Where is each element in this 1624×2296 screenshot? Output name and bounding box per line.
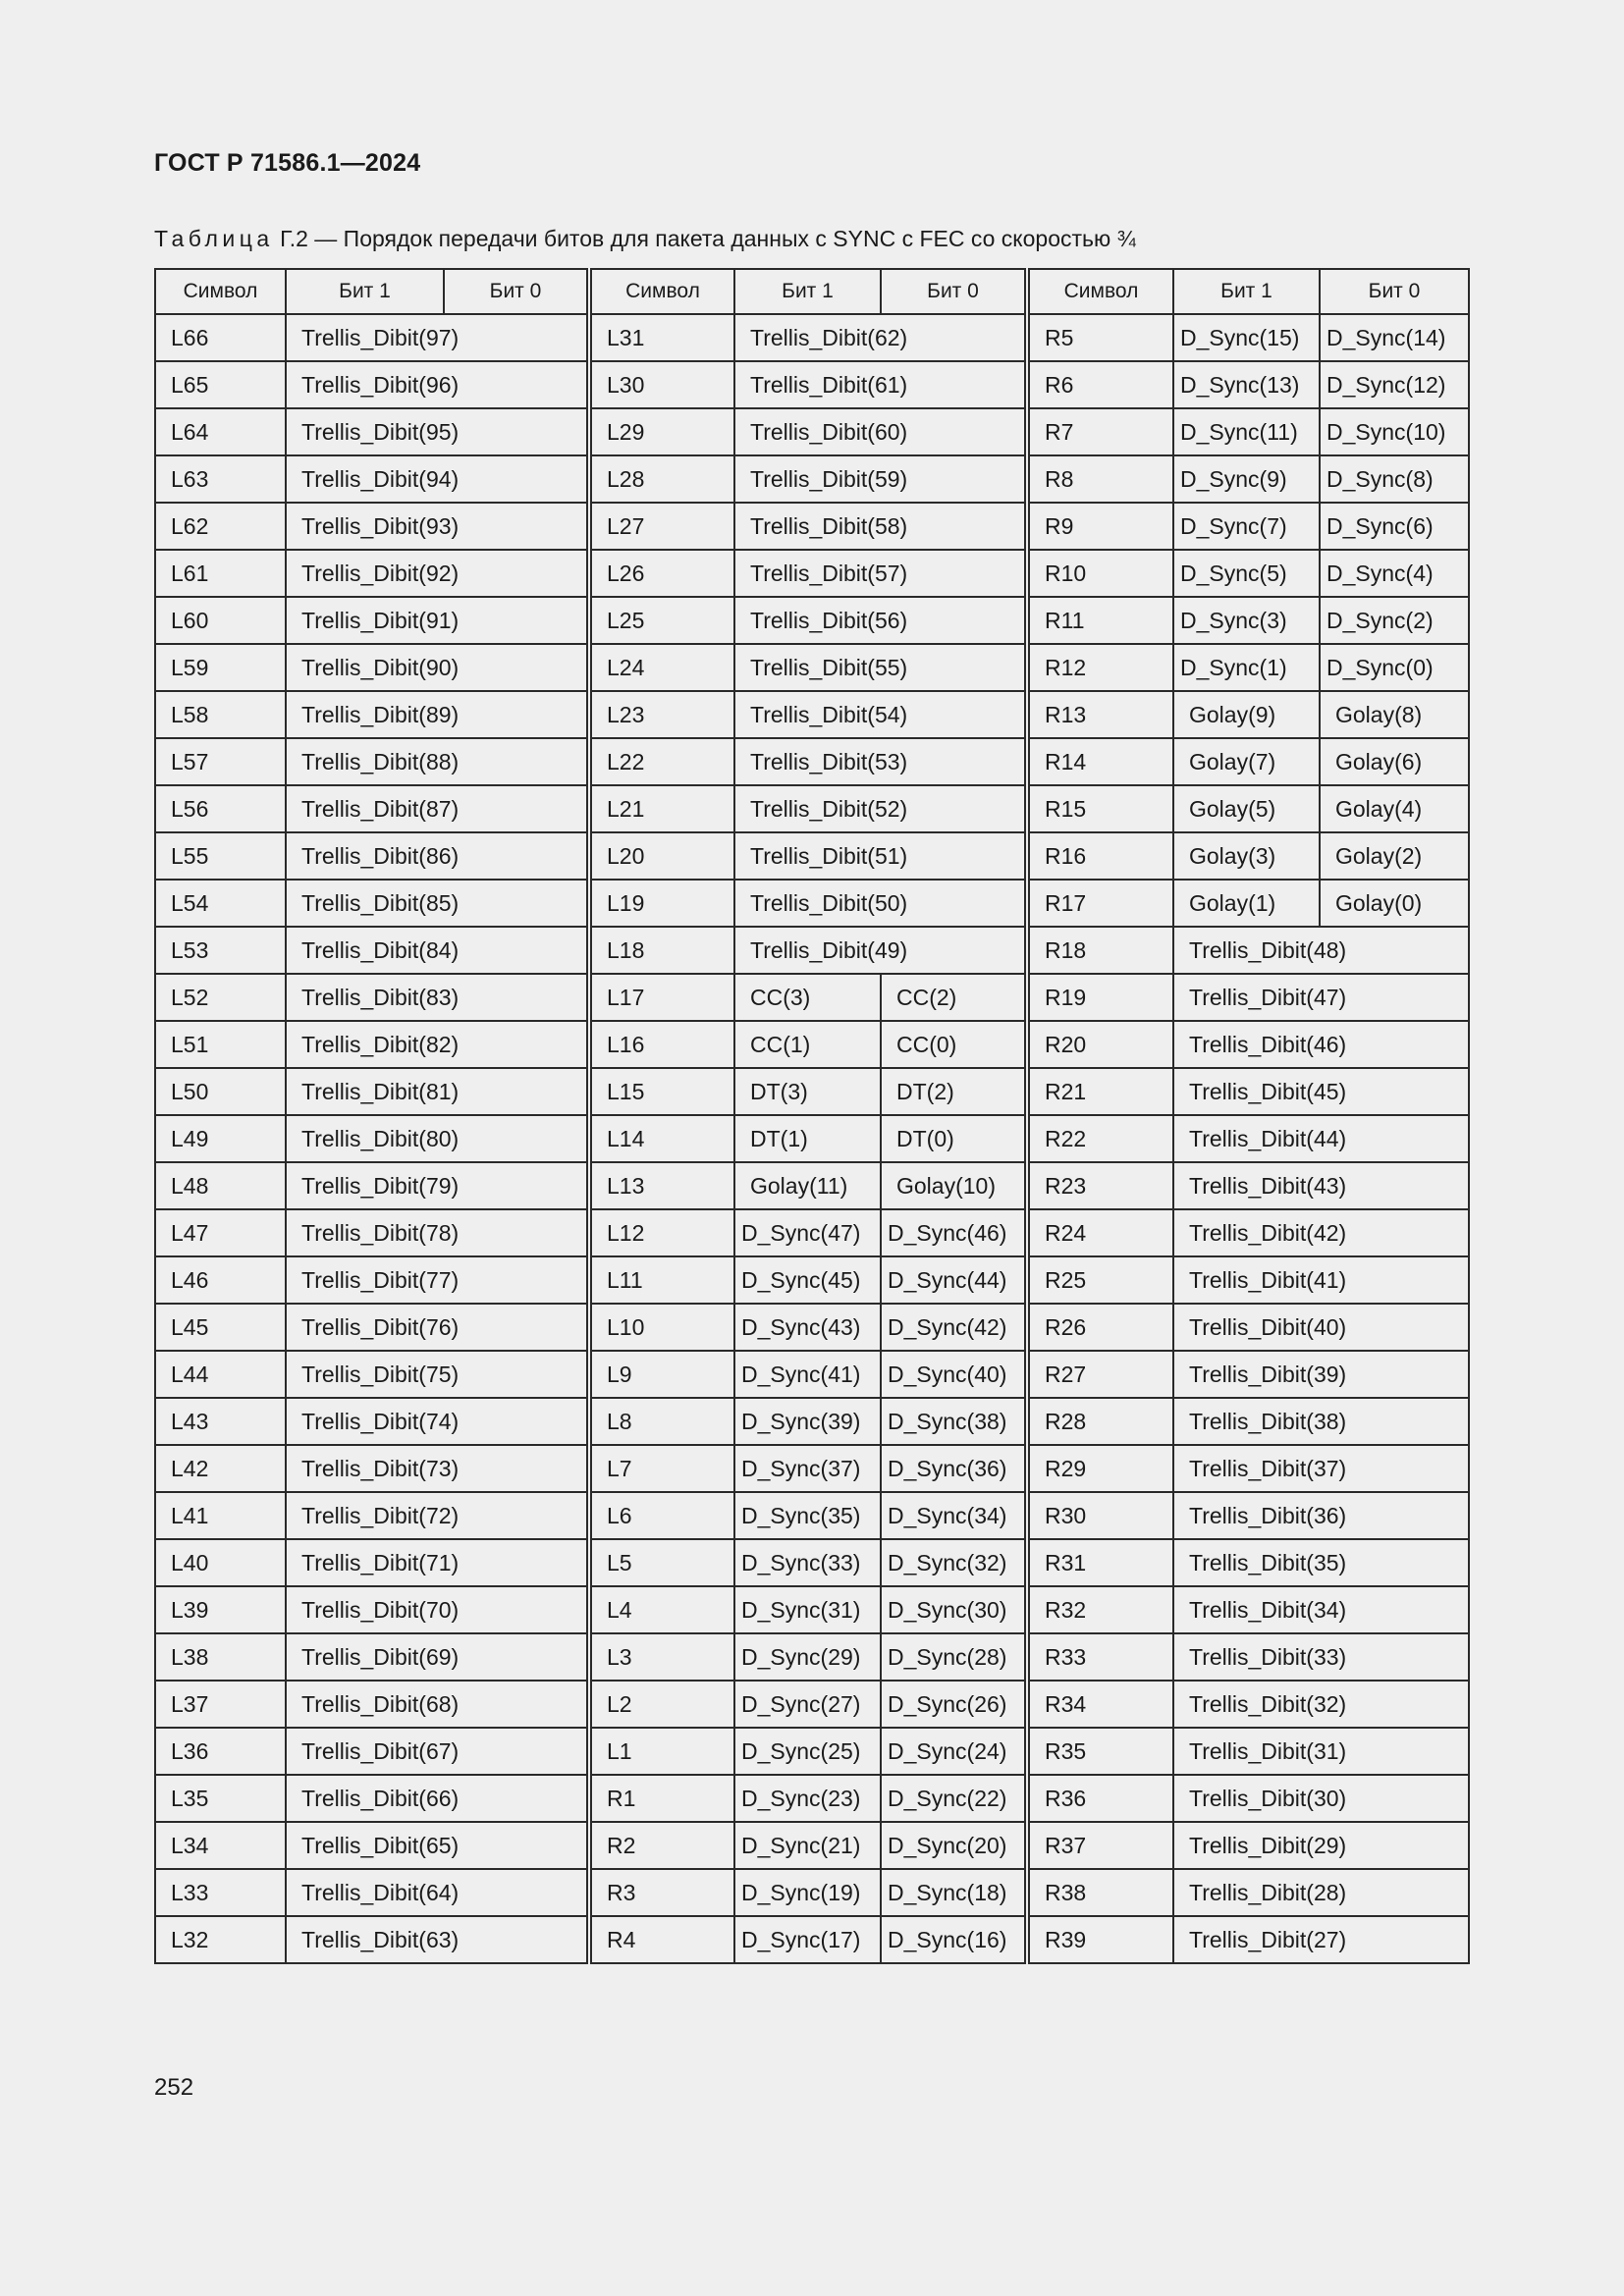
symbol-cell: L44 bbox=[155, 1351, 286, 1398]
table-row bbox=[155, 597, 1469, 644]
symbol-cell: L3 bbox=[589, 1633, 734, 1681]
table-row bbox=[155, 503, 1469, 550]
bit-cell: D_Sync(37) bbox=[734, 1445, 881, 1492]
symbol-cell: L66 bbox=[155, 314, 286, 361]
bit-cell: Trellis_Dibit(63) bbox=[286, 1916, 589, 1963]
table-row bbox=[155, 314, 1469, 361]
bit-cell: Trellis_Dibit(46) bbox=[1173, 1021, 1469, 1068]
symbol-cell: L22 bbox=[589, 738, 734, 785]
bit-cell: D_Sync(30) bbox=[881, 1586, 1027, 1633]
symbol-cell: L49 bbox=[155, 1115, 286, 1162]
table-row bbox=[155, 1256, 1469, 1304]
symbol-cell: R20 bbox=[1027, 1021, 1173, 1068]
table-row bbox=[155, 1728, 1469, 1775]
bit-cell: D_Sync(40) bbox=[881, 1351, 1027, 1398]
symbol-cell: L30 bbox=[589, 361, 734, 408]
symbol-cell: L60 bbox=[155, 597, 286, 644]
bit-cell: Trellis_Dibit(79) bbox=[286, 1162, 589, 1209]
bit-cell: Trellis_Dibit(49) bbox=[734, 927, 1027, 974]
column-header: Бит 0 bbox=[444, 269, 589, 314]
symbol-cell: R6 bbox=[1027, 361, 1173, 408]
table-row bbox=[155, 1822, 1469, 1869]
bit-cell: Trellis_Dibit(51) bbox=[734, 832, 1027, 880]
table-row bbox=[155, 1068, 1469, 1115]
bit-cell: Trellis_Dibit(87) bbox=[286, 785, 589, 832]
symbol-cell: L2 bbox=[589, 1681, 734, 1728]
symbol-cell: L54 bbox=[155, 880, 286, 927]
bit-cell: DT(1) bbox=[734, 1115, 881, 1162]
bit-cell: Trellis_Dibit(33) bbox=[1173, 1633, 1469, 1681]
bit-cell: D_Sync(21) bbox=[734, 1822, 881, 1869]
symbol-cell: R1 bbox=[589, 1775, 734, 1822]
symbol-cell: L58 bbox=[155, 691, 286, 738]
bit-cell: Trellis_Dibit(32) bbox=[1173, 1681, 1469, 1728]
bit-cell: D_Sync(31) bbox=[734, 1586, 881, 1633]
symbol-cell: L10 bbox=[589, 1304, 734, 1351]
bit-cell: Trellis_Dibit(40) bbox=[1173, 1304, 1469, 1351]
table-caption bbox=[154, 226, 1136, 252]
bit-cell: Trellis_Dibit(85) bbox=[286, 880, 589, 927]
bit-cell: Trellis_Dibit(74) bbox=[286, 1398, 589, 1445]
bit-cell: Trellis_Dibit(50) bbox=[734, 880, 1027, 927]
bit-cell: Trellis_Dibit(29) bbox=[1173, 1822, 1469, 1869]
bit-cell: D_Sync(19) bbox=[734, 1869, 881, 1916]
symbol-cell: L5 bbox=[589, 1539, 734, 1586]
table-row bbox=[155, 832, 1469, 880]
bit-cell: Trellis_Dibit(89) bbox=[286, 691, 589, 738]
bit-cell: Golay(0) bbox=[1320, 880, 1469, 927]
bit-cell: Trellis_Dibit(77) bbox=[286, 1256, 589, 1304]
table-row bbox=[155, 738, 1469, 785]
bit-cell: Trellis_Dibit(86) bbox=[286, 832, 589, 880]
bit-cell: Trellis_Dibit(30) bbox=[1173, 1775, 1469, 1822]
table-row bbox=[155, 1209, 1469, 1256]
symbol-cell: R21 bbox=[1027, 1068, 1173, 1115]
symbol-cell: L56 bbox=[155, 785, 286, 832]
symbol-cell: R23 bbox=[1027, 1162, 1173, 1209]
bit-cell: Trellis_Dibit(55) bbox=[734, 644, 1027, 691]
symbol-cell: R36 bbox=[1027, 1775, 1173, 1822]
symbol-cell: L36 bbox=[155, 1728, 286, 1775]
bit-cell: Trellis_Dibit(56) bbox=[734, 597, 1027, 644]
table-row bbox=[155, 1445, 1469, 1492]
table-row bbox=[155, 550, 1469, 597]
symbol-cell: L1 bbox=[589, 1728, 734, 1775]
symbol-cell: L47 bbox=[155, 1209, 286, 1256]
symbol-cell: L16 bbox=[589, 1021, 734, 1068]
symbol-cell: L35 bbox=[155, 1775, 286, 1822]
symbol-cell: L46 bbox=[155, 1256, 286, 1304]
bit-cell: Trellis_Dibit(81) bbox=[286, 1068, 589, 1115]
symbol-cell: R5 bbox=[1027, 314, 1173, 361]
symbol-cell: L31 bbox=[589, 314, 734, 361]
table-row bbox=[155, 1586, 1469, 1633]
symbol-cell: L59 bbox=[155, 644, 286, 691]
bit-cell: D_Sync(25) bbox=[734, 1728, 881, 1775]
bit-cell: Trellis_Dibit(28) bbox=[1173, 1869, 1469, 1916]
table-row bbox=[155, 1539, 1469, 1586]
bit-cell: Trellis_Dibit(47) bbox=[1173, 974, 1469, 1021]
symbol-cell: R27 bbox=[1027, 1351, 1173, 1398]
symbol-cell: R7 bbox=[1027, 408, 1173, 455]
symbol-cell: L33 bbox=[155, 1869, 286, 1916]
bit-cell: Golay(5) bbox=[1173, 785, 1320, 832]
bit-cell: Golay(2) bbox=[1320, 832, 1469, 880]
bit-cell: D_Sync(4) bbox=[1320, 550, 1469, 597]
symbol-cell: R31 bbox=[1027, 1539, 1173, 1586]
bit-cell: Trellis_Dibit(36) bbox=[1173, 1492, 1469, 1539]
bit-cell: DT(3) bbox=[734, 1068, 881, 1115]
bit-cell: Trellis_Dibit(80) bbox=[286, 1115, 589, 1162]
bit-cell: D_Sync(16) bbox=[881, 1916, 1027, 1963]
symbol-cell: L9 bbox=[589, 1351, 734, 1398]
bit-cell: Golay(6) bbox=[1320, 738, 1469, 785]
table-body bbox=[155, 314, 1469, 1963]
bit-cell: Trellis_Dibit(88) bbox=[286, 738, 589, 785]
column-header: Бит 0 bbox=[1320, 269, 1469, 314]
bit-cell: Trellis_Dibit(43) bbox=[1173, 1162, 1469, 1209]
bit-cell: Trellis_Dibit(96) bbox=[286, 361, 589, 408]
bit-cell: Trellis_Dibit(94) bbox=[286, 455, 589, 503]
table-row bbox=[155, 880, 1469, 927]
symbol-cell: L42 bbox=[155, 1445, 286, 1492]
bit-cell: D_Sync(42) bbox=[881, 1304, 1027, 1351]
bit-cell: Trellis_Dibit(65) bbox=[286, 1822, 589, 1869]
bit-cell: Trellis_Dibit(44) bbox=[1173, 1115, 1469, 1162]
table-row bbox=[155, 1398, 1469, 1445]
symbol-cell: R17 bbox=[1027, 880, 1173, 927]
bit-cell: Golay(7) bbox=[1173, 738, 1320, 785]
symbol-cell: L17 bbox=[589, 974, 734, 1021]
symbol-cell: L45 bbox=[155, 1304, 286, 1351]
symbol-cell: R32 bbox=[1027, 1586, 1173, 1633]
symbol-cell: L4 bbox=[589, 1586, 734, 1633]
bit-cell: D_Sync(10) bbox=[1320, 408, 1469, 455]
symbol-cell: L13 bbox=[589, 1162, 734, 1209]
table-row bbox=[155, 1351, 1469, 1398]
bit-order-table bbox=[154, 268, 1470, 1964]
bit-cell: D_Sync(33) bbox=[734, 1539, 881, 1586]
bit-cell: D_Sync(3) bbox=[1173, 597, 1320, 644]
table-row bbox=[155, 1162, 1469, 1209]
symbol-cell: L55 bbox=[155, 832, 286, 880]
bit-cell: Trellis_Dibit(75) bbox=[286, 1351, 589, 1398]
symbol-cell: R16 bbox=[1027, 832, 1173, 880]
symbol-cell: R8 bbox=[1027, 455, 1173, 503]
symbol-cell: L52 bbox=[155, 974, 286, 1021]
table-row bbox=[155, 1304, 1469, 1351]
symbol-cell: L40 bbox=[155, 1539, 286, 1586]
bit-cell: Trellis_Dibit(82) bbox=[286, 1021, 589, 1068]
bit-cell: D_Sync(9) bbox=[1173, 455, 1320, 503]
symbol-cell: R33 bbox=[1027, 1633, 1173, 1681]
bit-cell: Trellis_Dibit(35) bbox=[1173, 1539, 1469, 1586]
column-header: Бит 1 bbox=[734, 269, 881, 314]
bit-cell: D_Sync(27) bbox=[734, 1681, 881, 1728]
bit-cell: D_Sync(15) bbox=[1173, 314, 1320, 361]
symbol-cell: L28 bbox=[589, 455, 734, 503]
symbol-cell: R28 bbox=[1027, 1398, 1173, 1445]
symbol-cell: L18 bbox=[589, 927, 734, 974]
bit-cell: Trellis_Dibit(37) bbox=[1173, 1445, 1469, 1492]
column-header: Бит 1 bbox=[286, 269, 444, 314]
bit-cell: Trellis_Dibit(68) bbox=[286, 1681, 589, 1728]
bit-cell: Trellis_Dibit(48) bbox=[1173, 927, 1469, 974]
bit-cell: Trellis_Dibit(95) bbox=[286, 408, 589, 455]
symbol-cell: R13 bbox=[1027, 691, 1173, 738]
table-caption-text: Г.2 — Порядок передачи битов для пакета данных с SYNC с FEC со скоростью ¾ bbox=[273, 226, 1136, 251]
symbol-cell: R3 bbox=[589, 1869, 734, 1916]
symbol-cell: L41 bbox=[155, 1492, 286, 1539]
bit-cell: Golay(3) bbox=[1173, 832, 1320, 880]
symbol-cell: L26 bbox=[589, 550, 734, 597]
column-header: Символ bbox=[1027, 269, 1173, 314]
symbol-cell: L29 bbox=[589, 408, 734, 455]
bit-cell: Trellis_Dibit(53) bbox=[734, 738, 1027, 785]
symbol-cell: R25 bbox=[1027, 1256, 1173, 1304]
table-row bbox=[155, 691, 1469, 738]
bit-cell: Trellis_Dibit(72) bbox=[286, 1492, 589, 1539]
bit-cell: D_Sync(32) bbox=[881, 1539, 1027, 1586]
bit-cell: D_Sync(34) bbox=[881, 1492, 1027, 1539]
bit-cell: Trellis_Dibit(97) bbox=[286, 314, 589, 361]
bit-cell: Trellis_Dibit(71) bbox=[286, 1539, 589, 1586]
bit-cell: CC(0) bbox=[881, 1021, 1027, 1068]
table-row bbox=[155, 644, 1469, 691]
bit-cell: D_Sync(14) bbox=[1320, 314, 1469, 361]
bit-cell: Golay(1) bbox=[1173, 880, 1320, 927]
symbol-cell: L11 bbox=[589, 1256, 734, 1304]
symbol-cell: L53 bbox=[155, 927, 286, 974]
bit-cell: D_Sync(28) bbox=[881, 1633, 1027, 1681]
symbol-cell: L34 bbox=[155, 1822, 286, 1869]
symbol-cell: R14 bbox=[1027, 738, 1173, 785]
symbol-cell: L48 bbox=[155, 1162, 286, 1209]
symbol-cell: L63 bbox=[155, 455, 286, 503]
bit-cell: D_Sync(8) bbox=[1320, 455, 1469, 503]
symbol-cell: L43 bbox=[155, 1398, 286, 1445]
table-header-row bbox=[155, 269, 1469, 314]
symbol-cell: L20 bbox=[589, 832, 734, 880]
symbol-cell: R29 bbox=[1027, 1445, 1173, 1492]
symbol-cell: R18 bbox=[1027, 927, 1173, 974]
bit-cell: D_Sync(5) bbox=[1173, 550, 1320, 597]
bit-cell: Trellis_Dibit(69) bbox=[286, 1633, 589, 1681]
bit-cell: Trellis_Dibit(91) bbox=[286, 597, 589, 644]
symbol-cell: R34 bbox=[1027, 1681, 1173, 1728]
table-row bbox=[155, 1869, 1469, 1916]
symbol-cell: R19 bbox=[1027, 974, 1173, 1021]
bit-cell: Trellis_Dibit(93) bbox=[286, 503, 589, 550]
bit-cell: Trellis_Dibit(66) bbox=[286, 1775, 589, 1822]
bit-cell: D_Sync(6) bbox=[1320, 503, 1469, 550]
bit-cell: Trellis_Dibit(39) bbox=[1173, 1351, 1469, 1398]
bit-cell: Trellis_Dibit(78) bbox=[286, 1209, 589, 1256]
symbol-cell: L51 bbox=[155, 1021, 286, 1068]
bit-cell: DT(2) bbox=[881, 1068, 1027, 1115]
bit-cell: D_Sync(26) bbox=[881, 1681, 1027, 1728]
bit-cell: D_Sync(13) bbox=[1173, 361, 1320, 408]
bit-cell: D_Sync(41) bbox=[734, 1351, 881, 1398]
symbol-cell: R2 bbox=[589, 1822, 734, 1869]
symbol-cell: R37 bbox=[1027, 1822, 1173, 1869]
symbol-cell: R24 bbox=[1027, 1209, 1173, 1256]
bit-cell: Trellis_Dibit(92) bbox=[286, 550, 589, 597]
bit-cell: Trellis_Dibit(54) bbox=[734, 691, 1027, 738]
table-row bbox=[155, 361, 1469, 408]
bit-cell: D_Sync(45) bbox=[734, 1256, 881, 1304]
table-caption-prefix: Таблица bbox=[154, 226, 274, 251]
bit-cell: Trellis_Dibit(60) bbox=[734, 408, 1027, 455]
bit-cell: Trellis_Dibit(38) bbox=[1173, 1398, 1469, 1445]
symbol-cell: L38 bbox=[155, 1633, 286, 1681]
symbol-cell: L25 bbox=[589, 597, 734, 644]
table-row bbox=[155, 1492, 1469, 1539]
bit-cell: Trellis_Dibit(90) bbox=[286, 644, 589, 691]
bit-cell: Golay(11) bbox=[734, 1162, 881, 1209]
symbol-cell: L37 bbox=[155, 1681, 286, 1728]
bit-cell: D_Sync(7) bbox=[1173, 503, 1320, 550]
bit-cell: D_Sync(38) bbox=[881, 1398, 1027, 1445]
symbol-cell: R12 bbox=[1027, 644, 1173, 691]
symbol-cell: L65 bbox=[155, 361, 286, 408]
symbol-cell: R15 bbox=[1027, 785, 1173, 832]
bit-cell: DT(0) bbox=[881, 1115, 1027, 1162]
symbol-cell: L19 bbox=[589, 880, 734, 927]
bit-cell: D_Sync(24) bbox=[881, 1728, 1027, 1775]
bit-cell: Trellis_Dibit(83) bbox=[286, 974, 589, 1021]
symbol-cell: L61 bbox=[155, 550, 286, 597]
table-row bbox=[155, 1916, 1469, 1963]
bit-cell: Trellis_Dibit(62) bbox=[734, 314, 1027, 361]
bit-cell: Trellis_Dibit(84) bbox=[286, 927, 589, 974]
bit-cell: D_Sync(20) bbox=[881, 1822, 1027, 1869]
symbol-cell: L15 bbox=[589, 1068, 734, 1115]
bit-cell: Trellis_Dibit(34) bbox=[1173, 1586, 1469, 1633]
table-row bbox=[155, 785, 1469, 832]
bit-cell: D_Sync(0) bbox=[1320, 644, 1469, 691]
symbol-cell: R35 bbox=[1027, 1728, 1173, 1775]
table-row bbox=[155, 927, 1469, 974]
symbol-cell: R39 bbox=[1027, 1916, 1173, 1963]
bit-cell: D_Sync(23) bbox=[734, 1775, 881, 1822]
symbol-cell: L12 bbox=[589, 1209, 734, 1256]
bit-cell: D_Sync(35) bbox=[734, 1492, 881, 1539]
bit-cell: Golay(10) bbox=[881, 1162, 1027, 1209]
symbol-cell: L24 bbox=[589, 644, 734, 691]
symbol-cell: R4 bbox=[589, 1916, 734, 1963]
bit-cell: Trellis_Dibit(52) bbox=[734, 785, 1027, 832]
symbol-cell: R38 bbox=[1027, 1869, 1173, 1916]
symbol-cell: L32 bbox=[155, 1916, 286, 1963]
symbol-cell: R9 bbox=[1027, 503, 1173, 550]
bit-cell: D_Sync(47) bbox=[734, 1209, 881, 1256]
symbol-cell: L23 bbox=[589, 691, 734, 738]
symbol-cell: R30 bbox=[1027, 1492, 1173, 1539]
bit-cell: D_Sync(17) bbox=[734, 1916, 881, 1963]
bit-cell: Trellis_Dibit(45) bbox=[1173, 1068, 1469, 1115]
bit-cell: Trellis_Dibit(76) bbox=[286, 1304, 589, 1351]
bit-cell: Golay(8) bbox=[1320, 691, 1469, 738]
table-row bbox=[155, 455, 1469, 503]
bit-cell: Trellis_Dibit(59) bbox=[734, 455, 1027, 503]
bit-cell: D_Sync(36) bbox=[881, 1445, 1027, 1492]
bit-cell: Trellis_Dibit(64) bbox=[286, 1869, 589, 1916]
symbol-cell: L21 bbox=[589, 785, 734, 832]
bit-cell: Trellis_Dibit(57) bbox=[734, 550, 1027, 597]
document-header: ГОСТ Р 71586.1—2024 bbox=[154, 149, 421, 177]
bit-cell: Golay(9) bbox=[1173, 691, 1320, 738]
symbol-cell: L50 bbox=[155, 1068, 286, 1115]
bit-cell: Trellis_Dibit(58) bbox=[734, 503, 1027, 550]
column-header: Символ bbox=[589, 269, 734, 314]
page-number: 252 bbox=[154, 2074, 194, 2101]
symbol-cell: L64 bbox=[155, 408, 286, 455]
bit-cell: CC(1) bbox=[734, 1021, 881, 1068]
bit-cell: D_Sync(2) bbox=[1320, 597, 1469, 644]
bit-cell: D_Sync(12) bbox=[1320, 361, 1469, 408]
symbol-cell: L6 bbox=[589, 1492, 734, 1539]
symbol-cell: L14 bbox=[589, 1115, 734, 1162]
bit-cell: D_Sync(18) bbox=[881, 1869, 1027, 1916]
bit-cell: D_Sync(46) bbox=[881, 1209, 1027, 1256]
bit-cell: Golay(4) bbox=[1320, 785, 1469, 832]
bit-cell: Trellis_Dibit(70) bbox=[286, 1586, 589, 1633]
bit-cell: D_Sync(11) bbox=[1173, 408, 1320, 455]
bit-cell: D_Sync(43) bbox=[734, 1304, 881, 1351]
symbol-cell: R22 bbox=[1027, 1115, 1173, 1162]
bit-cell: D_Sync(39) bbox=[734, 1398, 881, 1445]
bit-cell: Trellis_Dibit(27) bbox=[1173, 1916, 1469, 1963]
bit-cell: D_Sync(29) bbox=[734, 1633, 881, 1681]
column-header: Бит 0 bbox=[881, 269, 1027, 314]
symbol-cell: L27 bbox=[589, 503, 734, 550]
table-row bbox=[155, 1633, 1469, 1681]
bit-cell: CC(3) bbox=[734, 974, 881, 1021]
column-header: Бит 1 bbox=[1173, 269, 1320, 314]
bit-cell: Trellis_Dibit(61) bbox=[734, 361, 1027, 408]
symbol-cell: L7 bbox=[589, 1445, 734, 1492]
bit-cell: Trellis_Dibit(67) bbox=[286, 1728, 589, 1775]
symbol-cell: R10 bbox=[1027, 550, 1173, 597]
bit-cell: Trellis_Dibit(73) bbox=[286, 1445, 589, 1492]
symbol-cell: L57 bbox=[155, 738, 286, 785]
bit-cell: Trellis_Dibit(41) bbox=[1173, 1256, 1469, 1304]
table-row bbox=[155, 1115, 1469, 1162]
bit-cell: CC(2) bbox=[881, 974, 1027, 1021]
bit-cell: D_Sync(1) bbox=[1173, 644, 1320, 691]
table-row bbox=[155, 1021, 1469, 1068]
bit-cell: Trellis_Dibit(31) bbox=[1173, 1728, 1469, 1775]
symbol-cell: L8 bbox=[589, 1398, 734, 1445]
bit-cell: D_Sync(44) bbox=[881, 1256, 1027, 1304]
bit-cell: Trellis_Dibit(42) bbox=[1173, 1209, 1469, 1256]
symbol-cell: R26 bbox=[1027, 1304, 1173, 1351]
symbol-cell: R11 bbox=[1027, 597, 1173, 644]
table-row bbox=[155, 1775, 1469, 1822]
bit-cell: D_Sync(22) bbox=[881, 1775, 1027, 1822]
column-header: Символ bbox=[155, 269, 286, 314]
table-row bbox=[155, 1681, 1469, 1728]
table-row bbox=[155, 974, 1469, 1021]
symbol-cell: L39 bbox=[155, 1586, 286, 1633]
table-row bbox=[155, 408, 1469, 455]
symbol-cell: L62 bbox=[155, 503, 286, 550]
